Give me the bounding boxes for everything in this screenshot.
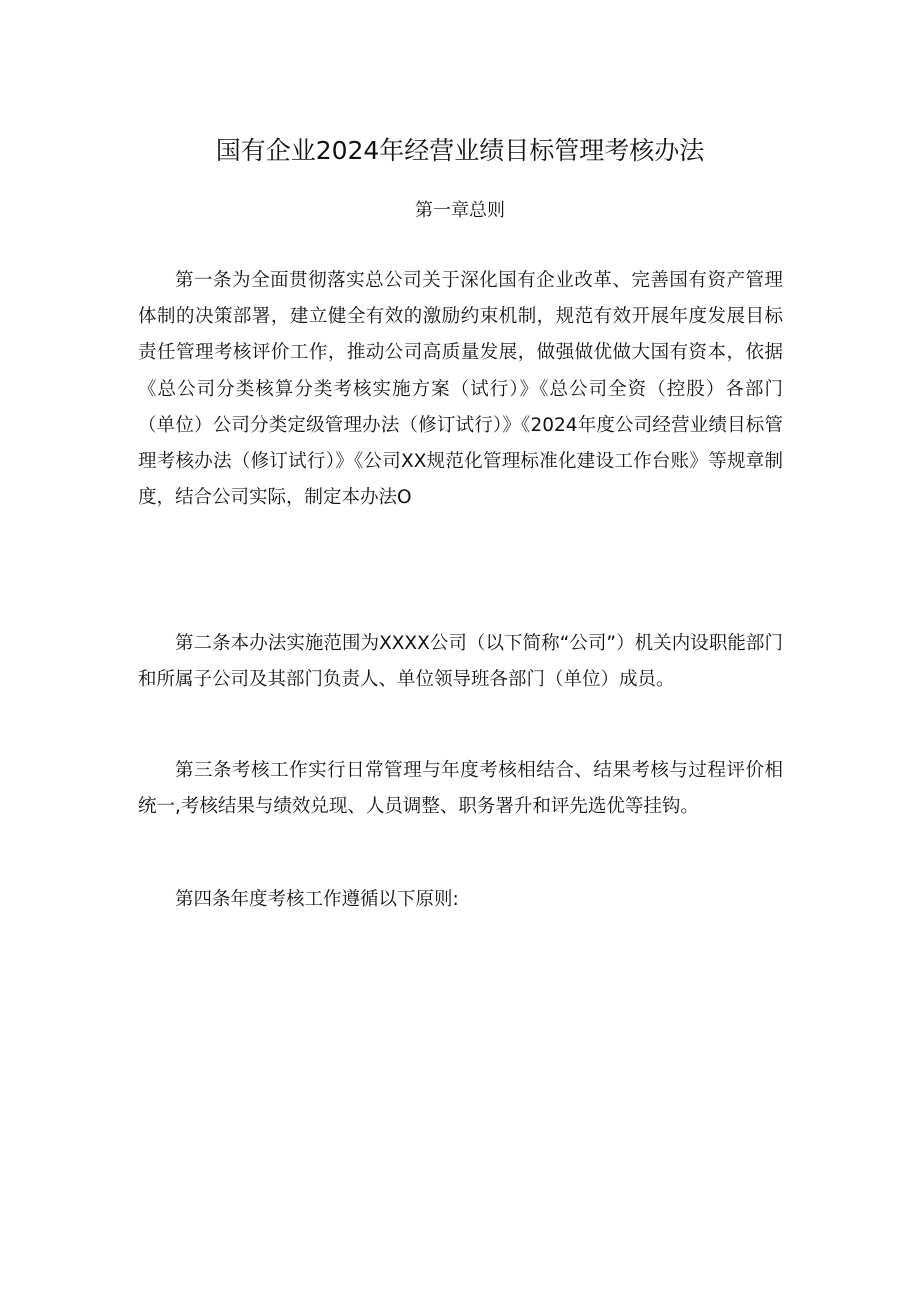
article-3-paragraph: 第三条考核工作实行日常管理与年度考核相结合、结果考核与过程评价相统一,考核结果与绩效兑现、人员调整、职务署升和评先选优等挂钩。 [138,760,783,818]
chapter-heading: 第一章总则 [415,200,505,221]
article-1-paragraph: 第一条为全面贯彻落实总公司关于深化国有企业改革、完善国有资产管理体制的决策部署，建立健全有效的激励约束机制，规范有效开展年度发展目标责任管理考核评价工作，推动公司高质量发展，做强做优做大国有资本，依据《总公司分类核算分类考核实施方案（试行）》《总公司全资（控股）各部门（单位）公司分类定级管理办法（修订试行）》《2024年度公司经营业绩目标管理考核办法（修订试行）》《公司XX规范化管理标准化建设工作台账》等规章制度，结合公司实际，制定本办法O [138,270,783,509]
document-title: 国有企业2024年经营业绩目标管理考核办法 [215,136,705,165]
article-4-paragraph: 第四条年度考核工作遵循以下原则: [175,889,459,910]
article-2-paragraph: 第二条本办法实施范围为XXXX公司（以下简称“公司”）机关内设职能部门和所属子公司及其部门负责人、单位领导班各部门（单位）成员。 [138,633,783,691]
